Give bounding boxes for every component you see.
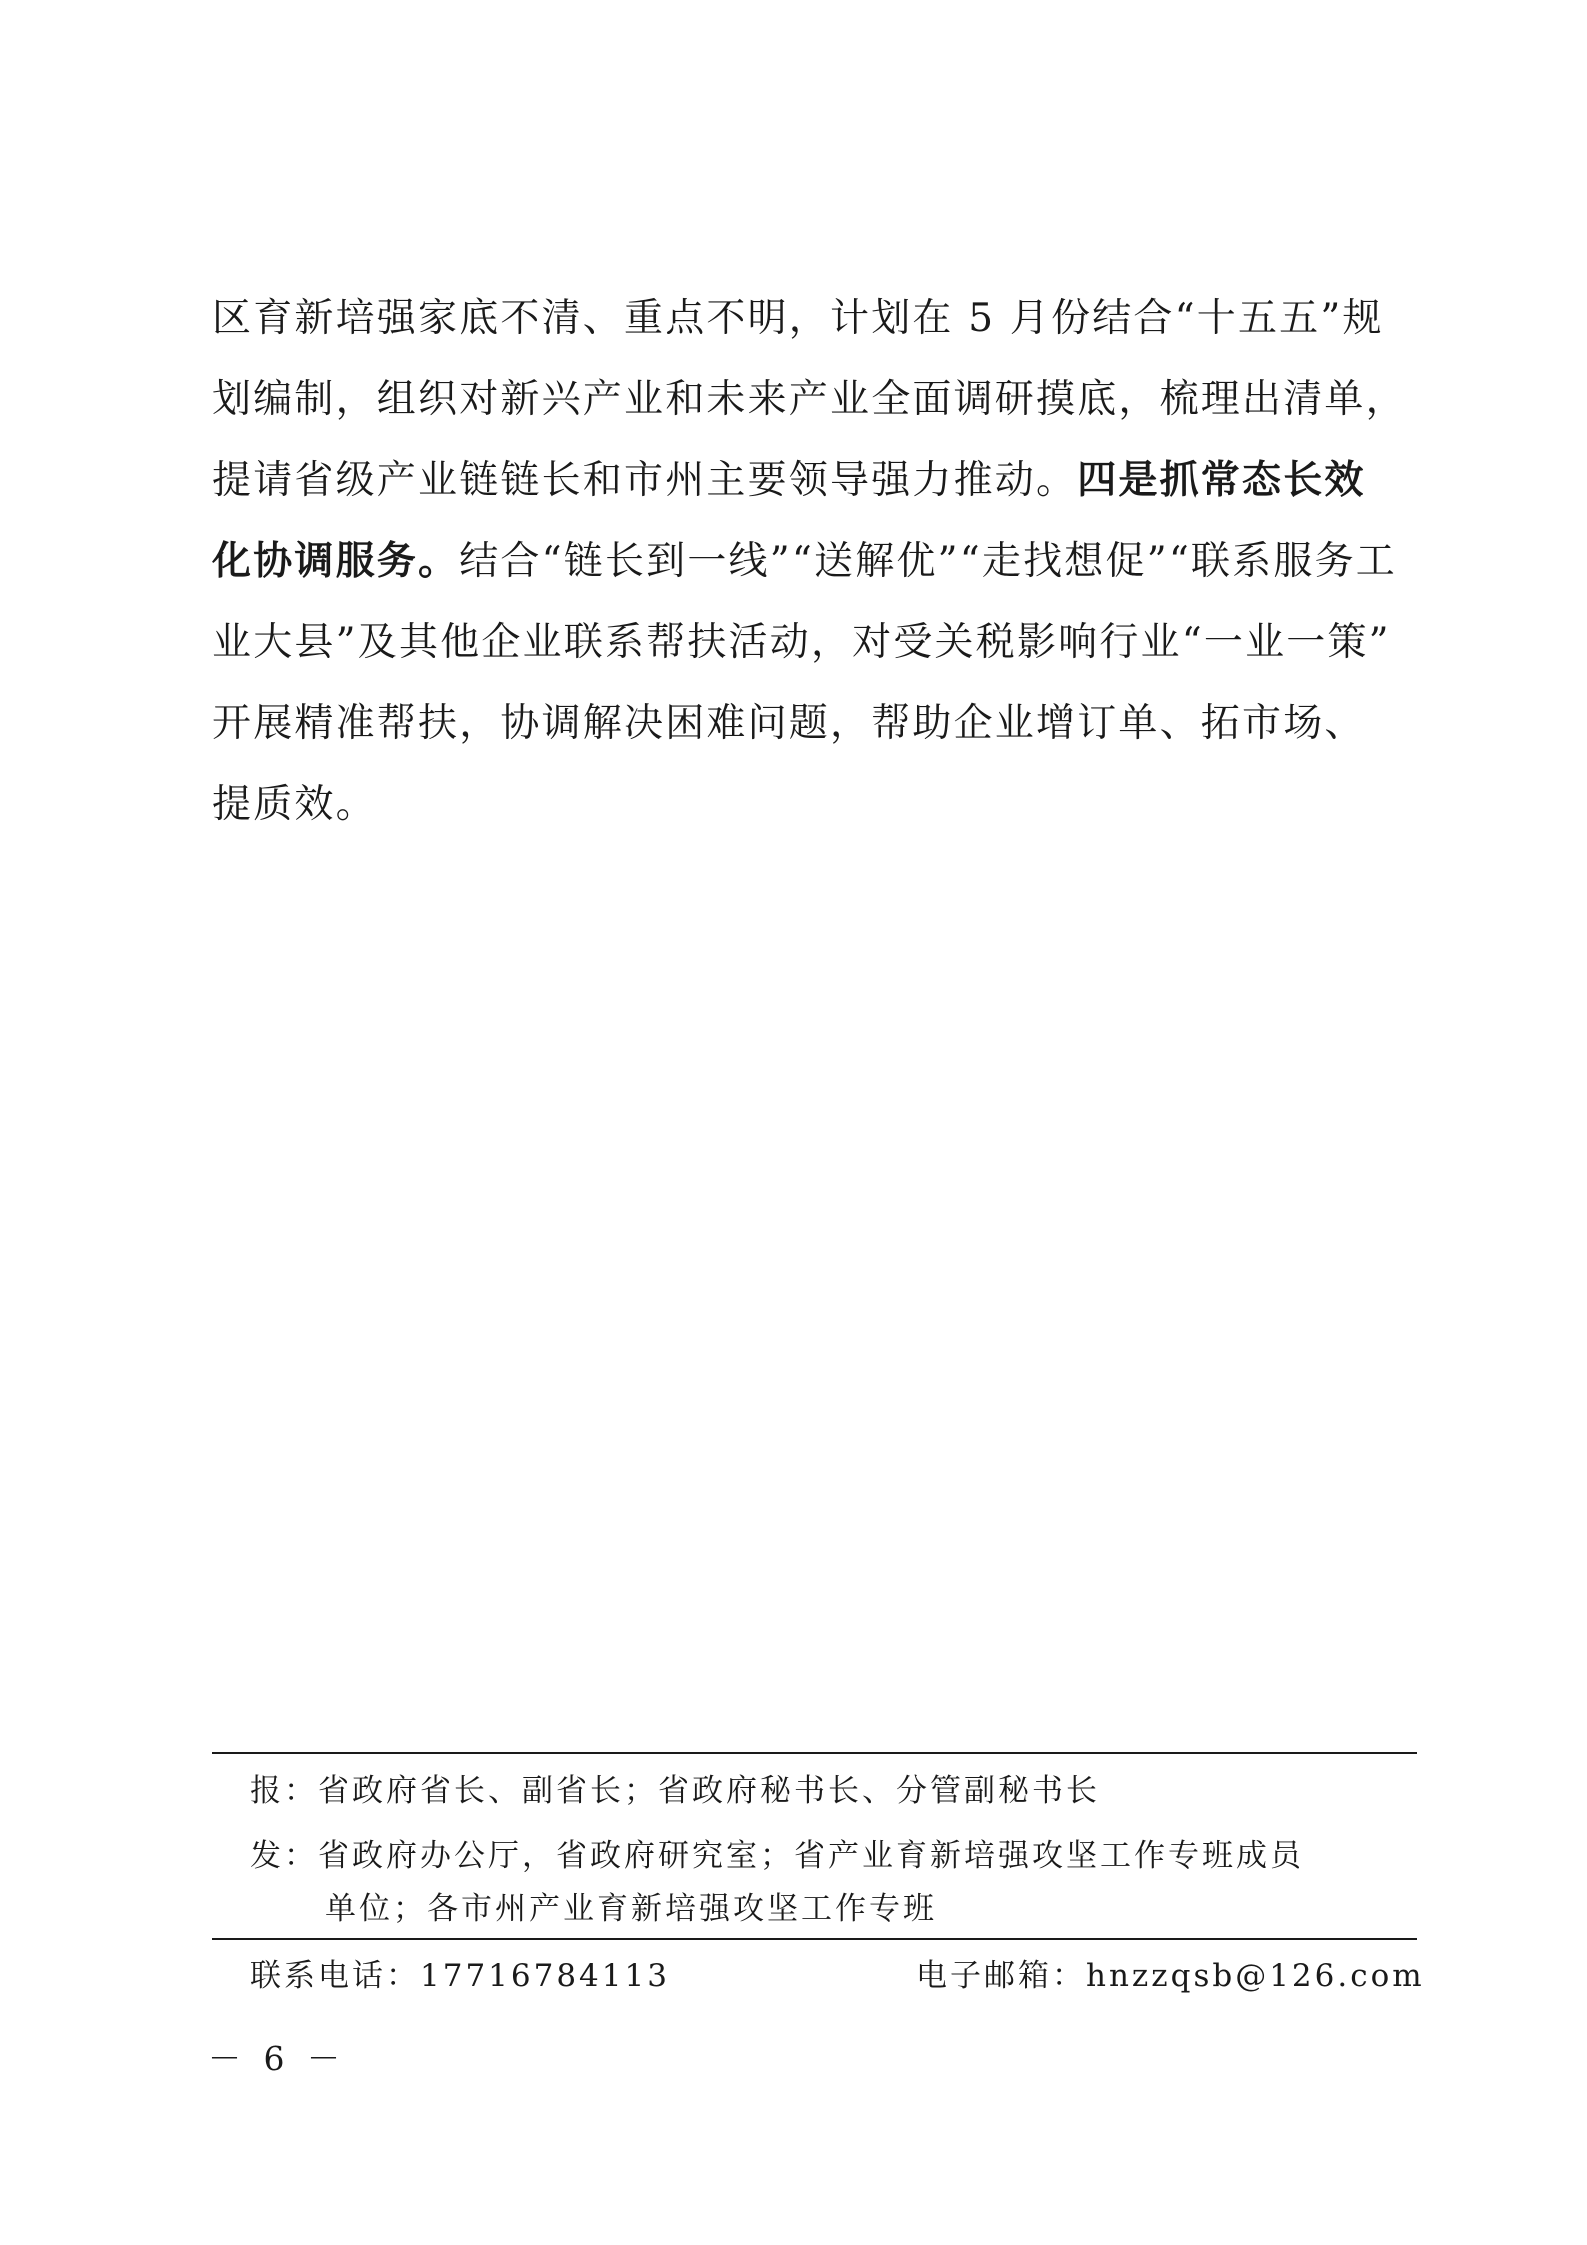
bold-heading-part-1: 四是抓常态长效: [1077, 458, 1366, 503]
contact-phone: 联系电话：17716784113: [250, 1958, 670, 1994]
contact-email: 电子邮箱：hnzzqsb@126.com: [916, 1958, 1425, 1994]
body-line-3-text: 提请省级产业链链长和市州主要领导强力推动。: [212, 458, 1078, 503]
body-line-5: 业大县”及其他企业联系帮扶活动，对受关税影响行业“一业一策”: [212, 620, 1391, 665]
body-line-2: 划编制，组织对新兴产业和未来产业全面调研摸底，梳理出清单，: [212, 377, 1407, 422]
page-number: － 6 －: [208, 2039, 346, 2078]
footer-middle-divider: [212, 1938, 1417, 1940]
body-paragraph: [212, 278, 1412, 845]
footer-top-divider: [212, 1752, 1417, 1754]
send-to-line-2: 单位；各市州产业育新培强攻坚工作专班: [325, 1891, 937, 1927]
send-to-line-1: 发：省政府办公厅，省政府研究室；省产业育新培强攻坚工作专班成员: [250, 1838, 1304, 1874]
body-line-7: 提质效。: [212, 782, 377, 827]
bold-heading-part-2: 化协调服务。: [212, 539, 460, 584]
body-line-1: 区育新培强家底不清、重点不明，计划在 5 月份结合“十五五”规: [212, 296, 1384, 341]
body-line-6: 开展精准帮扶，协调解决困难问题，帮助企业增订单、拓市场、: [212, 701, 1366, 746]
report-to-line: 报：省政府省长、副省长；省政府秘书长、分管副秘书长: [250, 1773, 1100, 1809]
body-line-4: [212, 521, 1412, 602]
body-line-4-text: 结合“链长到一线”“送解优”“走找想促”“联系服务工: [459, 539, 1397, 584]
body-line-3: [212, 440, 1412, 521]
